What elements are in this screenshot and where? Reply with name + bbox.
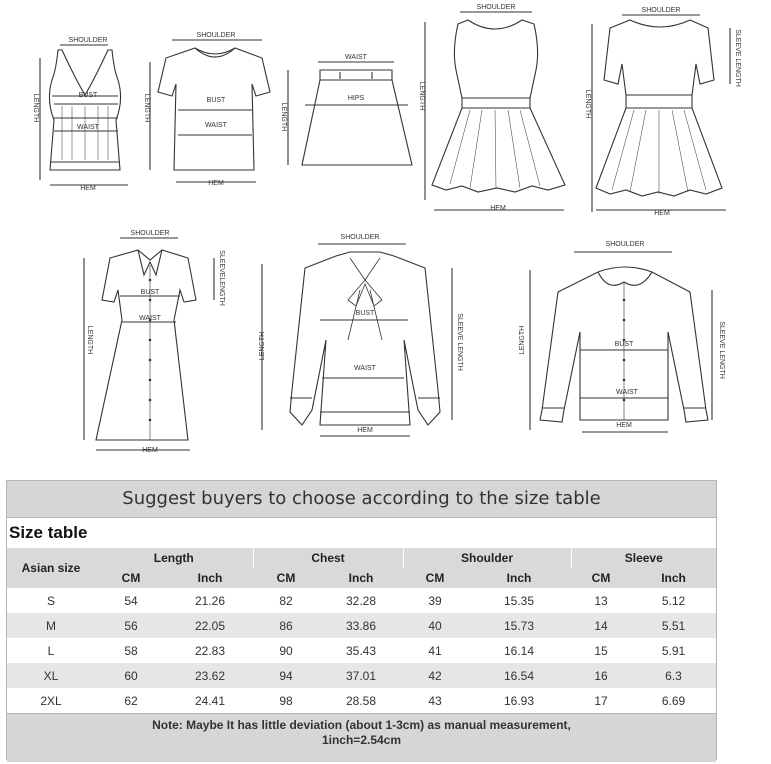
table-cell: 22.05: [194, 618, 226, 633]
table-cell: 17: [594, 693, 608, 708]
skirt-length-label: LENGTH: [280, 102, 287, 132]
table-cell: 15.73: [503, 618, 535, 633]
table-cell: 5.91: [661, 643, 686, 658]
unit-cm: CM: [253, 568, 319, 588]
table-cell: 33.86: [345, 618, 377, 633]
tank-top-hem-label: HEM: [80, 185, 96, 192]
unit-cm: CM: [403, 568, 467, 588]
table-cell: 62: [124, 693, 138, 708]
table-cell: 42: [428, 668, 442, 683]
tank-top-length-label: LENGTH: [32, 93, 39, 123]
size-cell: M: [46, 618, 56, 633]
size-cell: XL: [43, 668, 59, 683]
long-shirt-hem-label: HEM: [616, 422, 632, 429]
table-cell: 60: [124, 668, 138, 683]
shirt-dress-hem-label: HEM: [142, 447, 158, 454]
unit-inch: Inch: [319, 568, 403, 588]
long-shirt-length-label: LENGTH: [519, 325, 526, 355]
size-cell: 2XL: [40, 693, 62, 708]
table-row: [7, 638, 716, 663]
table-cell: 28.58: [345, 693, 377, 708]
table-row: [7, 688, 716, 713]
chest-header: Chest: [253, 548, 403, 568]
table-cell: 39: [428, 593, 442, 608]
unit-inch: Inch: [467, 568, 571, 588]
table-cell: 58: [124, 643, 138, 658]
table-cell: 35.43: [345, 643, 377, 658]
table-cell: 16.14: [503, 643, 535, 658]
table-cell: 90: [279, 643, 293, 658]
long-shirt-shoulder-label: SHOULDER: [605, 241, 645, 248]
table-cell: 16.93: [503, 693, 535, 708]
shirt-dress-shoulder-label: SHOULDER: [130, 230, 170, 237]
bow-blouse-sleeve-label: SLEEVE LENGTH: [456, 313, 463, 371]
unit-cm: CM: [571, 568, 631, 588]
table-cell: 5.51: [661, 618, 686, 633]
table-cell: 56: [124, 618, 138, 633]
table-row: [7, 663, 716, 688]
table-cell: 86: [279, 618, 293, 633]
shoulder-header: Shoulder: [403, 548, 571, 568]
size-table: [7, 548, 716, 713]
unit-inch: Inch: [167, 568, 253, 588]
table-cell: 40: [428, 618, 442, 633]
table-cell: 13: [594, 593, 608, 608]
bow-blouse-hem-label: HEM: [357, 427, 373, 434]
sleeveless-dress-shoulder-label: SHOULDER: [476, 4, 516, 11]
skirt-waist-label: WAIST: [345, 54, 367, 61]
table-cell: 82: [279, 593, 293, 608]
shirt-dress-bust-label: BUST: [140, 289, 160, 296]
sleeved-dress-shoulder-label: SHOULDER: [641, 7, 681, 14]
size-table-card: [6, 480, 717, 760]
unit-cm: CM: [95, 568, 167, 588]
table-cell: 24.41: [194, 693, 226, 708]
table-cell: 98: [279, 693, 293, 708]
table-header-groups: [7, 548, 716, 568]
table-cell: 5.12: [661, 593, 686, 608]
shirt-dress-sleeve-label: SLEEVELENGTH: [218, 250, 225, 306]
skirt-hips-label: HIPS: [347, 95, 365, 102]
table-cell: 23.62: [194, 668, 226, 683]
table-cell: 16: [594, 668, 608, 683]
unit-inch: Inch: [631, 568, 716, 588]
long-shirt-bust-label: BUST: [614, 341, 634, 348]
size-banner: Suggest buyers to choose according to the size table: [7, 481, 716, 518]
tshirt-length-label: LENGTH: [143, 93, 150, 123]
tshirt-waist-label: WAIST: [205, 122, 227, 129]
long-shirt-waist-label: WAIST: [616, 389, 638, 396]
note-line-2: 1inch=2.54cm: [321, 733, 402, 747]
table-cell: 32.28: [345, 593, 377, 608]
table-cell: 14: [594, 618, 608, 633]
shirt-dress-waist-label: WAIST: [139, 315, 161, 322]
size-table-title: Size table: [9, 523, 88, 542]
size-cell: L: [47, 643, 55, 658]
table-cell: 94: [279, 668, 293, 683]
table-cell: 37.01: [345, 668, 377, 683]
table-cell: 41: [428, 643, 442, 658]
table-header-units: [7, 568, 716, 588]
table-cell: 22.83: [194, 643, 226, 658]
table-cell: 6.3: [665, 668, 682, 683]
table-cell: 15: [594, 643, 608, 658]
bow-blouse-shoulder-label: SHOULDER: [340, 234, 380, 241]
table-cell: 15.35: [503, 593, 535, 608]
table-cell: 43: [428, 693, 442, 708]
note-line-1: Note: Maybe It has little deviation (about 1-3cm) as manual measurement,: [152, 718, 571, 732]
table-cell: 21.26: [194, 593, 226, 608]
tshirt-bust-label: BUST: [206, 97, 226, 104]
tank-top-shoulder-label: SHOULDER: [68, 37, 108, 44]
shirt-dress-length-label: LENGTH: [86, 325, 93, 355]
sleeved-dress-hem-label: HEM: [654, 210, 670, 217]
sleeved-dress-sleeve-label: SLEEVE LENGTH: [734, 29, 741, 87]
tank-top-bust-label: BUST: [78, 92, 98, 99]
tshirt-shoulder-label: SHOULDER: [196, 32, 236, 39]
bow-blouse-bust-label: BUST: [355, 310, 375, 317]
table-cell: 54: [124, 593, 138, 608]
asian-size-header: Asian size: [7, 548, 95, 588]
bow-blouse-length-label: LENGTH: [259, 331, 266, 361]
table-row: [7, 613, 716, 638]
tank-top-waist-label: WAIST: [77, 124, 99, 131]
sleeve-header: Sleeve: [571, 548, 716, 568]
table-cell: 16.54: [503, 668, 535, 683]
sleeveless-dress-hem-label: HEM: [490, 205, 506, 212]
size-cell: S: [46, 593, 55, 608]
table-row: [7, 588, 716, 613]
length-header: Length: [95, 548, 253, 568]
tshirt-hem-label: HEM: [208, 180, 224, 187]
table-cell: 6.69: [661, 693, 686, 708]
sleeved-dress-length-label: LENGTH: [584, 89, 591, 119]
bow-blouse-waist-label: WAIST: [354, 365, 376, 372]
sleeveless-dress-length-label: LENGTH: [418, 81, 425, 111]
long-shirt-sleeve-label: SLEEVE LENGTH: [718, 321, 725, 379]
measurement-note: [7, 713, 716, 762]
